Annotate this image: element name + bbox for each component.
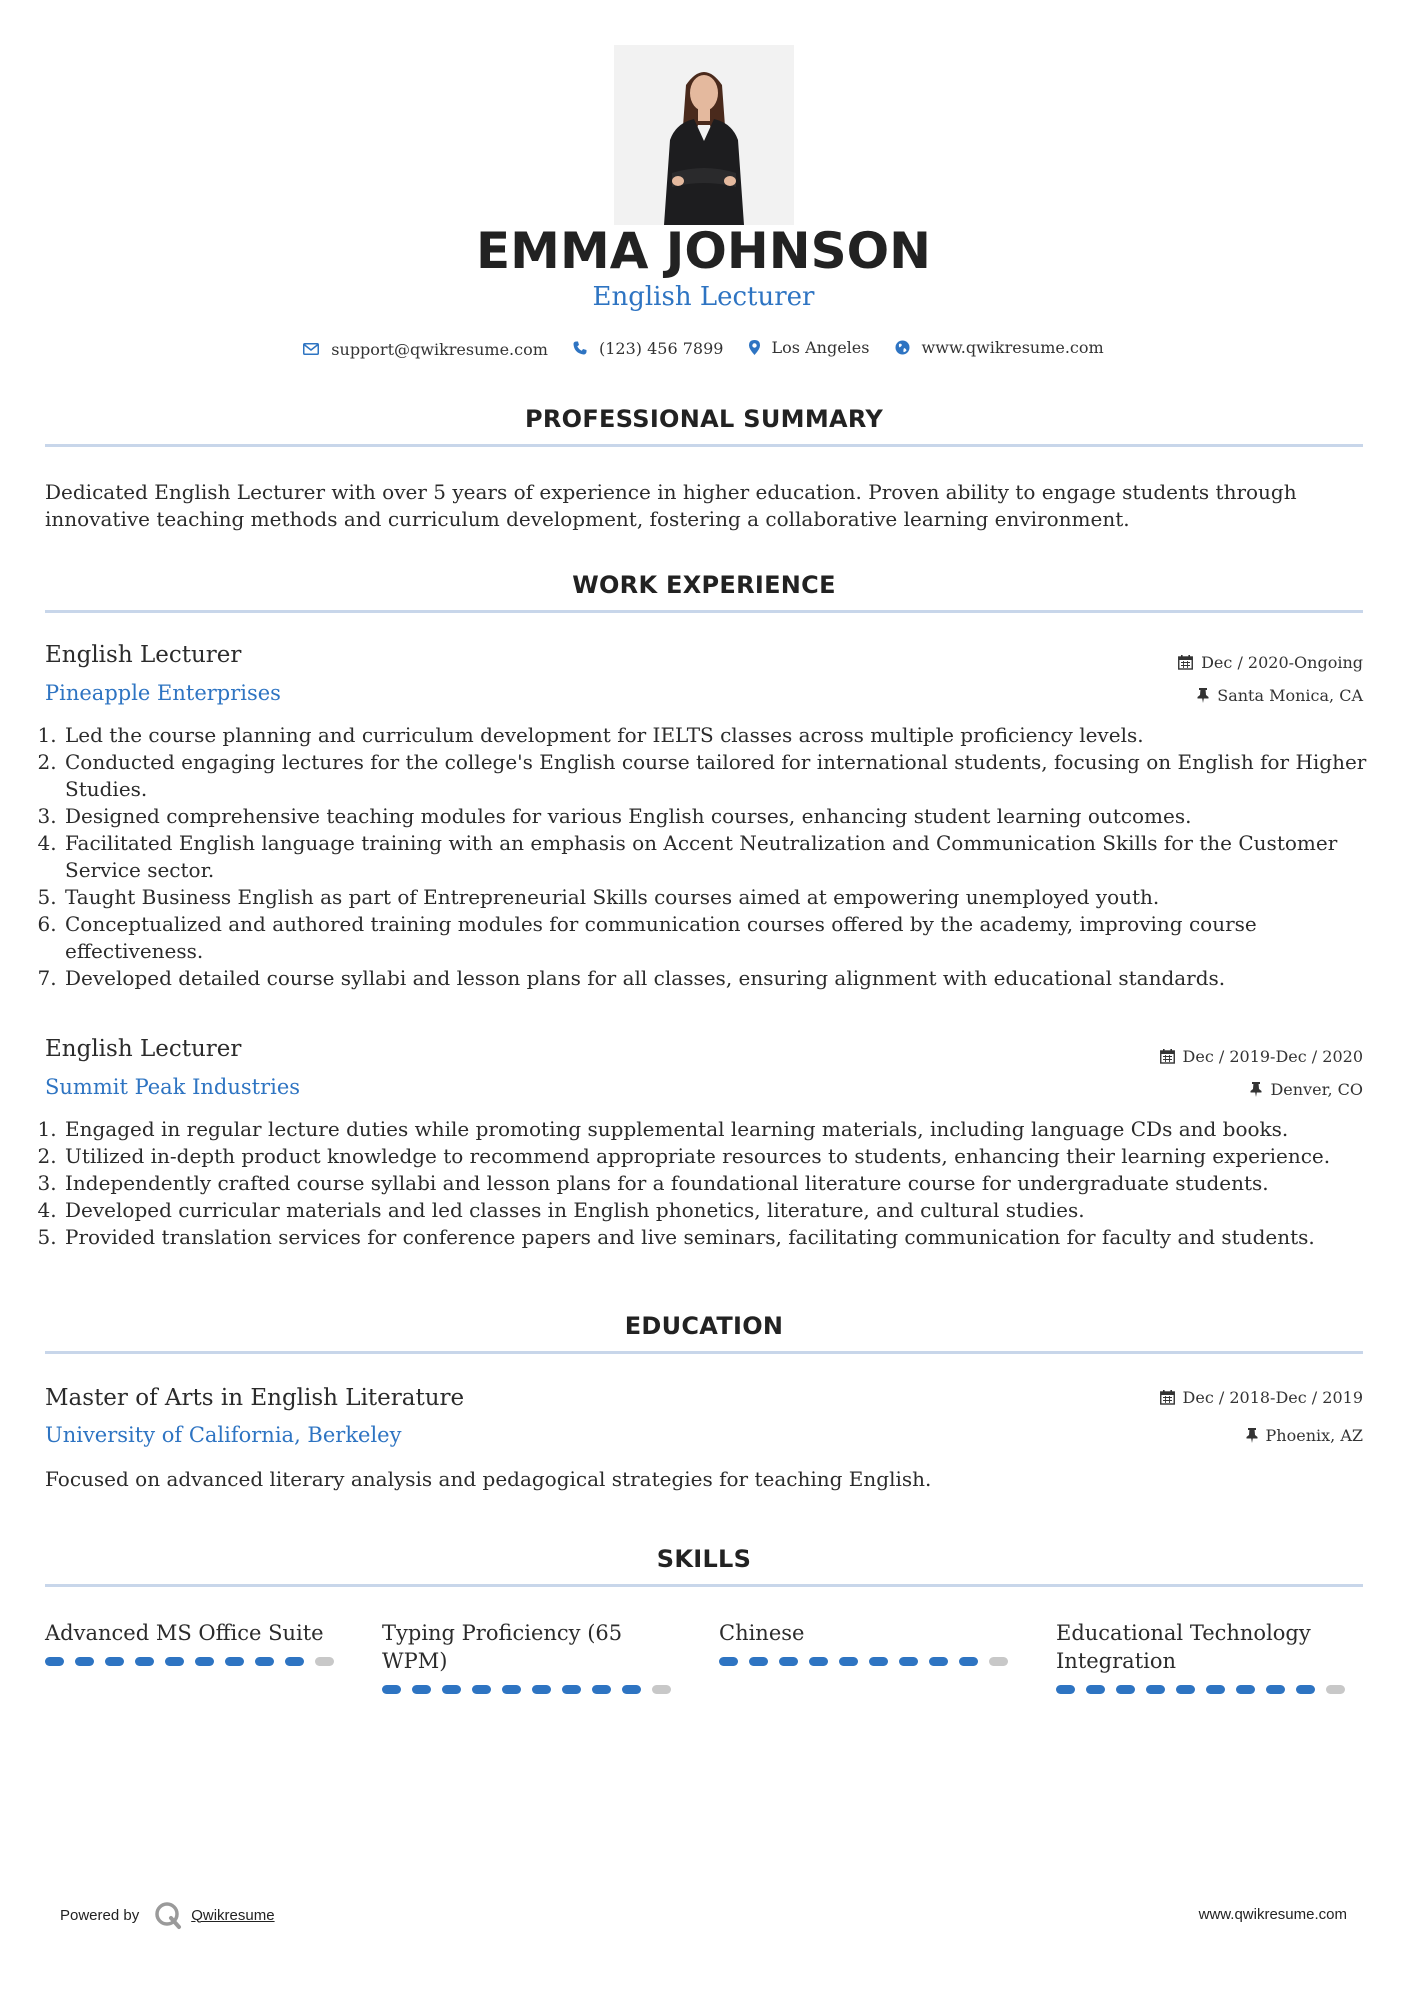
contact-bar <box>0 338 1407 359</box>
job-2-location-text: Denver, CO <box>1270 1080 1363 1099</box>
pushpin-icon <box>1197 688 1209 703</box>
job-2-company: Summit Peak Industries <box>45 1075 301 1099</box>
education-location <box>1246 1426 1363 1445</box>
rating-dot-empty <box>652 1685 671 1694</box>
rating-dot-filled <box>622 1685 641 1694</box>
rating-dot-filled <box>809 1657 828 1666</box>
contact-email[interactable] <box>303 340 548 359</box>
rating-dot-filled <box>285 1657 304 1666</box>
rating-dot-filled <box>255 1657 274 1666</box>
rating-dot-filled <box>1176 1685 1195 1694</box>
skill-item <box>1056 1619 1356 1694</box>
job-2-dates-text: Dec / 2019-Dec / 2020 <box>1182 1047 1363 1066</box>
envelope-icon <box>303 343 319 355</box>
job-2-responsibilities <box>45 1116 1381 1251</box>
rating-dot-filled <box>472 1685 491 1694</box>
skill-name: Chinese <box>719 1621 805 1645</box>
list-item: 4. Developed curricular materials and led classes in English phonetics, literature, and cultural studies. <box>63 1197 1381 1224</box>
rating-dot-filled <box>532 1685 551 1694</box>
rating-dot-filled <box>75 1657 94 1666</box>
job-2-role: English Lecturer <box>45 1036 242 1062</box>
phone-icon <box>573 341 587 355</box>
job-2-location <box>1250 1080 1363 1099</box>
rating-dot-filled <box>382 1685 401 1694</box>
list-item: 4. Facilitated English language training with an emphasis on Accent Neutralization and Communication Skills for the Customer Service sector. <box>63 830 1381 884</box>
skill-rating <box>1056 1685 1356 1694</box>
powered-by-text: Powered by <box>60 1906 140 1924</box>
skill-rating <box>45 1657 345 1666</box>
summary-text: Dedicated English Lecturer with over 5 years of experience in higher education. Proven ability to engage students through innovative teaching methods and curriculum development, fostering a collaborative learning environment. <box>45 480 1297 531</box>
rating-dot-filled <box>1266 1685 1285 1694</box>
calendar-icon <box>1178 655 1193 670</box>
list-item: 1. Engaged in regular lecture duties while promoting supplemental learning materials, including language CDs and books. <box>63 1116 1381 1143</box>
phone-text: (123) 456 7899 <box>598 338 724 358</box>
rating-dot-filled <box>779 1657 798 1666</box>
contact-phone[interactable] <box>573 339 723 358</box>
education-description: Focused on advanced literary analysis and pedagogical strategies for teaching English. <box>45 1467 932 1491</box>
education-dates-text: Dec / 2018-Dec / 2019 <box>1182 1388 1363 1407</box>
rating-dot-empty <box>989 1657 1008 1666</box>
pushpin-icon <box>1246 1428 1258 1443</box>
rating-dot-filled <box>1056 1685 1075 1694</box>
location-text: Los Angeles <box>771 338 870 357</box>
list-item: 3. Independently crafted course syllabi and lesson plans for a foundational literature course for undergraduate students. <box>63 1170 1381 1197</box>
rating-dot-filled <box>135 1657 154 1666</box>
map-pin-icon <box>749 340 760 355</box>
skills-heading: SKILLS <box>656 1545 752 1573</box>
rating-dot-filled <box>592 1685 611 1694</box>
summary-heading: PROFESSIONAL SUMMARY <box>524 405 884 433</box>
rating-dot-filled <box>839 1657 858 1666</box>
rating-dot-filled <box>225 1657 244 1666</box>
job-1-location <box>1197 686 1363 705</box>
rating-dot-filled <box>105 1657 124 1666</box>
calendar-icon <box>1160 1390 1175 1405</box>
rating-dot-filled <box>1086 1685 1105 1694</box>
globe-icon <box>895 340 910 355</box>
website-text: www.qwikresume.com <box>921 338 1104 357</box>
skill-name: Educational Technology Integration <box>1056 1621 1311 1673</box>
rating-dot-filled <box>195 1657 214 1666</box>
footer-url[interactable]: www.qwikresume.com <box>1198 1906 1347 1923</box>
rating-dot-filled <box>1116 1685 1135 1694</box>
pushpin-icon <box>1250 1082 1262 1097</box>
list-item: 2. Utilized in-depth product knowledge to recommend appropriate resources to students, enhancing their learning experience. <box>63 1143 1381 1170</box>
rating-dot-filled <box>869 1657 888 1666</box>
qwikresume-link[interactable]: Qwikresume <box>191 1906 275 1924</box>
rating-dot-filled <box>165 1657 184 1666</box>
summary-divider <box>45 444 1363 447</box>
list-item: 5. Provided translation services for conference papers and live seminars, facilitating communication for faculty and students. <box>63 1224 1381 1251</box>
skill-item <box>719 1619 1019 1666</box>
rating-dot-filled <box>442 1685 461 1694</box>
candidate-job-title: English Lecturer <box>592 282 815 312</box>
rating-dot-filled <box>929 1657 948 1666</box>
footer-powered-by <box>60 1900 275 1930</box>
skill-name: Typing Proficiency (65 WPM) <box>382 1621 623 1673</box>
education-divider <box>45 1351 1363 1354</box>
list-item: 2. Conducted engaging lectures for the college's English course tailored for international students, focusing on English for Higher Studies. <box>63 749 1381 803</box>
rating-dot-filled <box>412 1685 431 1694</box>
job-2-dates <box>1160 1047 1363 1066</box>
skill-item <box>382 1619 682 1694</box>
rating-dot-filled <box>1206 1685 1225 1694</box>
education-degree: Master of Arts in English Literature <box>45 1385 465 1411</box>
job-1-company: Pineapple Enterprises <box>45 681 281 705</box>
skill-rating <box>719 1657 1019 1666</box>
education-location-text: Phoenix, AZ <box>1265 1426 1363 1445</box>
contact-location <box>749 338 870 357</box>
rating-dot-filled <box>719 1657 738 1666</box>
education-heading: EDUCATION <box>624 1312 784 1340</box>
job-1-location-text: Santa Monica, CA <box>1217 686 1363 705</box>
calendar-icon <box>1160 1049 1175 1064</box>
job-1-role: English Lecturer <box>45 642 242 668</box>
list-item: 7. Developed detailed course syllabi and lesson plans for all classes, ensuring alignment with educational standards. <box>63 965 1381 992</box>
rating-dot-empty <box>1326 1685 1345 1694</box>
skill-item <box>45 1619 345 1666</box>
candidate-name: EMMA JOHNSON <box>476 222 931 280</box>
education-dates <box>1160 1388 1363 1407</box>
education-school: University of California, Berkeley <box>45 1423 402 1447</box>
rating-dot-filled <box>45 1657 64 1666</box>
rating-dot-filled <box>562 1685 581 1694</box>
list-item: 3. Designed comprehensive teaching modules for various English courses, enhancing student learning outcomes. <box>63 803 1381 830</box>
job-1-responsibilities <box>45 722 1381 992</box>
rating-dot-filled <box>899 1657 918 1666</box>
contact-website[interactable] <box>895 338 1104 357</box>
skill-rating <box>382 1685 682 1694</box>
job-1-dates <box>1178 653 1363 672</box>
list-item: 1. Led the course planning and curriculum development for IELTS classes across multiple proficiency levels. <box>63 722 1381 749</box>
rating-dot-filled <box>1146 1685 1165 1694</box>
qwikresume-logo-icon <box>153 1900 183 1930</box>
list-item: 6. Conceptualized and authored training modules for communication courses offered by the academy, improving course effectiveness. <box>63 911 1381 965</box>
rating-dot-filled <box>502 1685 521 1694</box>
skills-divider <box>45 1584 1363 1587</box>
rating-dot-filled <box>959 1657 978 1666</box>
skill-name: Advanced MS Office Suite <box>45 1621 324 1645</box>
rating-dot-filled <box>749 1657 768 1666</box>
rating-dot-filled <box>1296 1685 1315 1694</box>
list-item: 5. Taught Business English as part of Entrepreneurial Skills courses aimed at empowering unemployed youth. <box>63 884 1381 911</box>
rating-dot-empty <box>315 1657 334 1666</box>
email-text: support@qwikresume.com <box>331 339 548 359</box>
experience-heading: WORK EXPERIENCE <box>572 571 836 599</box>
profile-photo <box>614 45 794 225</box>
rating-dot-filled <box>1236 1685 1255 1694</box>
job-1-dates-text: Dec / 2020-Ongoing <box>1201 653 1363 672</box>
experience-divider <box>45 610 1363 613</box>
